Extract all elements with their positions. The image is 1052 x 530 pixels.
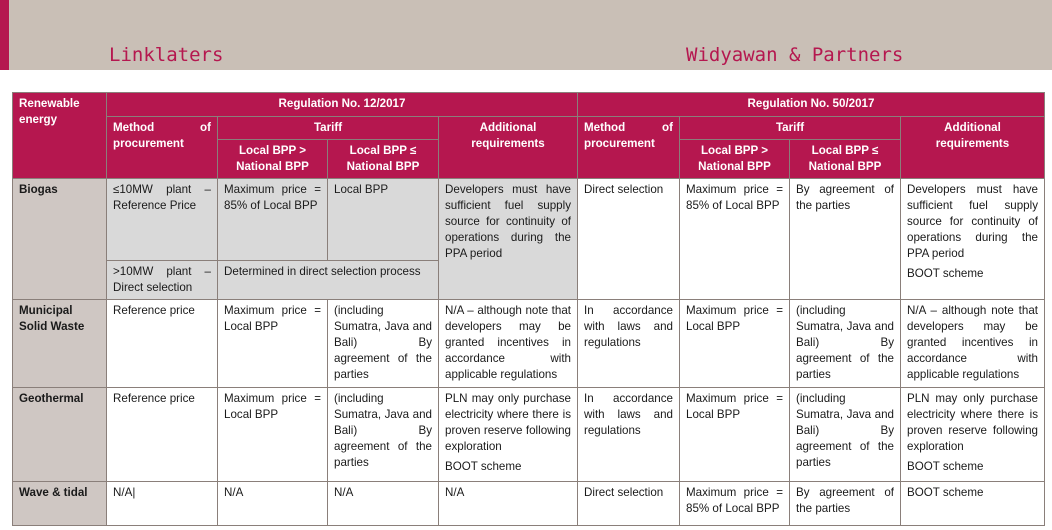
msw-tariff-gt-50: Maximum price = Local BPP bbox=[680, 300, 790, 388]
table-row bbox=[13, 179, 1045, 261]
header-tariff-50: Tariff bbox=[680, 117, 901, 140]
biogas-method-50: Direct selection bbox=[578, 179, 680, 300]
header-local-le-national-50: Local BPP ≤ National BPP bbox=[790, 140, 901, 179]
biogas-tariff-direct-selection: Determined in direct selection process bbox=[218, 261, 439, 300]
geo-boot-scheme-12: BOOT scheme bbox=[445, 460, 522, 473]
row-label-wave-tidal: Wave & tidal bbox=[13, 482, 107, 526]
wave-additional-12: N/A bbox=[439, 482, 578, 526]
biogas-additional-50-text: Developers must have sufficient fuel supply source for continuity of operations during the PPA period bbox=[907, 183, 1038, 260]
header-regulation-50-2017: Regulation No. 50/2017 bbox=[578, 93, 1045, 117]
header-method-procurement-12: Method of procurement bbox=[107, 117, 218, 179]
widyawan-partners-logo: Widyawan & Partners bbox=[686, 44, 904, 66]
msw-additional-50: N/A – although note that developers may be granted incentives in accordance with applicable regulations bbox=[901, 300, 1045, 388]
biogas-method-small-plant: ≤10MW plant – Reference Price bbox=[107, 179, 218, 261]
biogas-additional-12: Developers must have sufficient fuel supply source for continuity of operations during the PPA period bbox=[439, 179, 578, 300]
table-row bbox=[13, 482, 1045, 526]
geo-tariff-le-50: (including Sumatra, Java and Bali) By agreement of the parties bbox=[790, 388, 901, 482]
biogas-method-large-plant: >10MW plant – Direct selection bbox=[107, 261, 218, 300]
geo-additional-12-text: PLN may only purchase electricity where there is proven reserve following exploration bbox=[445, 392, 571, 453]
table-row bbox=[13, 300, 1045, 388]
row-label-biogas: Biogas bbox=[13, 179, 107, 300]
geo-additional-50 bbox=[901, 388, 1045, 482]
header-regulation-12-2017: Regulation No. 12/2017 bbox=[107, 93, 578, 117]
biogas-tariff-le-12: Local BPP bbox=[328, 179, 439, 261]
header-local-gt-national-12: Local BPP > National BPP bbox=[218, 140, 328, 179]
geo-additional-50-text: PLN may only purchase electricity where there is proven reserve following exploration bbox=[907, 392, 1038, 453]
biogas-tariff-le-50: By agreement of the parties bbox=[790, 179, 901, 300]
msw-method-50: In accordance with laws and regulations bbox=[578, 300, 680, 388]
wave-additional-50: BOOT scheme bbox=[901, 482, 1045, 526]
header-local-le-national-12: Local BPP ≤ National BPP bbox=[328, 140, 439, 179]
header-renewable-energy: Renewable energy bbox=[13, 93, 107, 179]
wave-tariff-gt-50: Maximum price = 85% of Local BPP bbox=[680, 482, 790, 526]
geo-tariff-gt-50: Maximum price = Local BPP bbox=[680, 388, 790, 482]
msw-tariff-le-50: (including Sumatra, Java and Bali) By agreement of the parties bbox=[790, 300, 901, 388]
wave-tariff-le-50: By agreement of the parties bbox=[790, 482, 901, 526]
geo-additional-12 bbox=[439, 388, 578, 482]
row-label-geothermal: Geothermal bbox=[13, 388, 107, 482]
msw-tariff-gt-12: Maximum price = Local BPP bbox=[218, 300, 328, 388]
biogas-boot-scheme-50: BOOT scheme bbox=[907, 267, 984, 280]
linklaters-logo: Linklaters bbox=[109, 44, 224, 66]
geo-tariff-le-12: (including Sumatra, Java and Bali) By agreement of the parties bbox=[328, 388, 439, 482]
header-additional-requirements-12: Additional requirements bbox=[439, 117, 578, 179]
msw-additional-12: N/A – although note that developers may be granted incentives in accordance with applicable regulations bbox=[439, 300, 578, 388]
wave-tariff-le-12: N/A bbox=[328, 482, 439, 526]
msw-method-12: Reference price bbox=[107, 300, 218, 388]
renewable-energy-regulation-table bbox=[12, 92, 1045, 526]
table-row bbox=[13, 388, 1045, 482]
wave-method-50: Direct selection bbox=[578, 482, 680, 526]
biogas-additional-50 bbox=[901, 179, 1045, 300]
biogas-tariff-gt-50: Maximum price = 85% of Local BPP bbox=[680, 179, 790, 300]
geo-tariff-gt-12: Maximum price = Local BPP bbox=[218, 388, 328, 482]
wave-tariff-gt-12: N/A bbox=[218, 482, 328, 526]
header-accent-bar bbox=[0, 0, 9, 70]
header-additional-requirements-50: Additional requirements bbox=[901, 117, 1045, 179]
header-method-procurement-50: Method of procurement bbox=[578, 117, 680, 179]
geo-method-12: Reference price bbox=[107, 388, 218, 482]
geo-method-50: In accordance with laws and regulations bbox=[578, 388, 680, 482]
row-label-municipal-solid-waste: Municipal Solid Waste bbox=[13, 300, 107, 388]
header-tariff-12: Tariff bbox=[218, 117, 439, 140]
biogas-tariff-gt-12: Maximum price = 85% of Local BPP bbox=[218, 179, 328, 261]
geo-boot-scheme-50: BOOT scheme bbox=[907, 460, 984, 473]
wave-method-12: N/A| bbox=[107, 482, 218, 526]
header-local-gt-national-50: Local BPP > National BPP bbox=[680, 140, 790, 179]
msw-tariff-le-12: (including Sumatra, Java and Bali) By agreement of the parties bbox=[328, 300, 439, 388]
